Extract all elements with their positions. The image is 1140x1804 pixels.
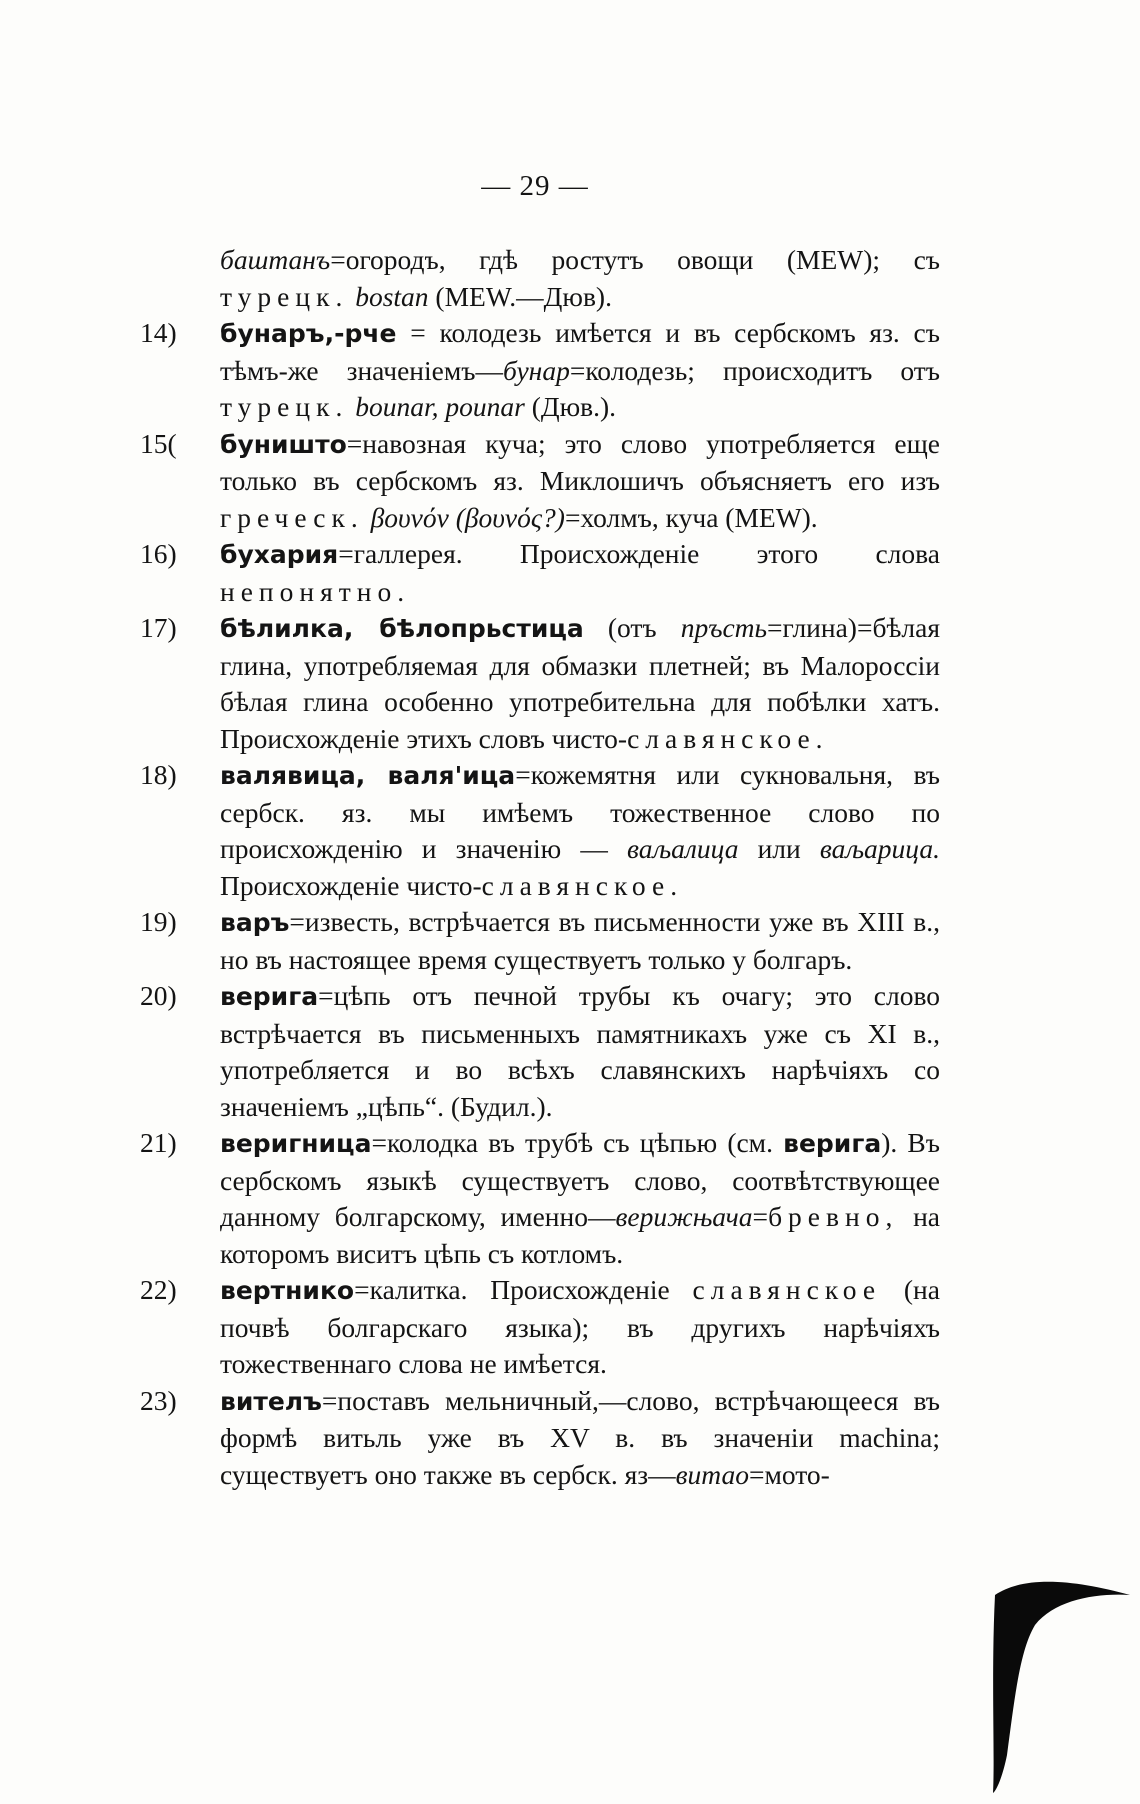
- italic-term: баштанъ: [220, 244, 331, 275]
- headword: бѣлилка, бѣлопрьстица: [220, 614, 584, 643]
- spaced-term: непонятно.: [220, 575, 411, 607]
- italic-term: пръсть: [680, 612, 768, 643]
- dictionary-text: [140, 242, 940, 1493]
- entry-text: [220, 1125, 940, 1272]
- italic-term: bostan: [355, 280, 429, 312]
- headword: вителъ: [220, 1386, 322, 1416]
- headword: верига: [220, 982, 319, 1011]
- spaced-term: славянское: [692, 1274, 882, 1305]
- entry-number: 23): [140, 1384, 177, 1416]
- text-run: (Дюв.).: [524, 391, 617, 422]
- headword: валявица, валя'ица: [220, 761, 516, 790]
- text-run: =цѣпь отъ печной трубы къ очагу; это слово встрѣчается въ письменныхъ памятникахъ уже съ XI в., употребляется и во всѣхъ славянскихъ нарѣчіяхъ со значеніемъ „цѣпь“. (Будил.).: [220, 980, 940, 1122]
- entry-number: 19): [140, 906, 177, 937]
- entry-number: 16): [140, 538, 177, 569]
- headword: бухария: [220, 540, 339, 569]
- dictionary-entry: [140, 1383, 940, 1494]
- italic-term: витао: [675, 1458, 749, 1490]
- text-run: на которомъ виситъ цѣпь съ котломъ.: [220, 1201, 940, 1269]
- continuation-text: [220, 242, 940, 315]
- italic-term: ваљарица.: [819, 833, 940, 864]
- entry-number: 14): [140, 317, 177, 348]
- text-run: =галлерея. Происхожденіе этого слова: [338, 538, 940, 569]
- spaced-term: славянское.: [627, 722, 829, 754]
- entry-text: [220, 904, 940, 978]
- dictionary-entry: [140, 610, 940, 757]
- entry-text: [220, 536, 940, 610]
- dictionary-entry: [140, 757, 940, 904]
- text-run: =колодезь; происходитъ отъ: [569, 354, 940, 386]
- headword: веригница: [220, 1129, 372, 1158]
- ink-brush-stroke-mark: [985, 1555, 1135, 1795]
- headword: верига: [783, 1129, 882, 1158]
- entry-text: [220, 757, 940, 904]
- spaced-term: славянское.: [481, 869, 684, 901]
- entry-list: [140, 315, 940, 1493]
- dictionary-entry: [140, 536, 940, 610]
- entry-number: 17): [140, 612, 177, 643]
- text-run: =: [752, 1201, 769, 1232]
- italic-term: βουνόν (βουνός?): [370, 501, 565, 533]
- entry-number: 18): [140, 759, 177, 790]
- dictionary-entry: [140, 426, 940, 537]
- headword: вертнико: [220, 1276, 355, 1305]
- text-run: (отъ: [583, 612, 681, 643]
- entry-number: 21): [140, 1127, 177, 1158]
- text-run: =огородъ, гдѣ ростутъ овощи (MEW); съ: [330, 244, 940, 275]
- text-run: (MEW.—Дюв).: [428, 280, 612, 312]
- text-run: =глина)=бѣлая глина, употребляемая для обмазки плетней; въ Малороссіи бѣлая глина особенно употребительна для побѣлки хатъ. Происхожденіе этихъ словъ чисто-: [220, 612, 940, 754]
- spaced-term: турецк.: [220, 280, 349, 312]
- entry-text: [220, 978, 940, 1125]
- text-run: =известь, встрѣчается въ письменности уже въ XIII в., но въ настоящее время существуетъ только у болгаръ.: [220, 906, 940, 975]
- entry-text: [220, 315, 940, 426]
- italic-term: верижњача: [615, 1201, 753, 1232]
- text-run: или: [738, 833, 820, 864]
- spaced-term: турецк.: [220, 391, 349, 422]
- headword: бунаръ,-рче: [220, 319, 397, 348]
- spaced-term: греческ.: [220, 501, 364, 533]
- continuation-paragraph: [140, 242, 940, 315]
- italic-term: бунар: [503, 354, 570, 386]
- entry-text: [220, 610, 940, 757]
- dictionary-entry: [140, 978, 940, 1125]
- page-number: — 29 —: [481, 170, 589, 202]
- entry-text: [220, 1272, 940, 1383]
- dictionary-entry: [140, 1272, 940, 1383]
- text-run: (на почвѣ болгарскаго языка); въ другихъ нарѣчіяхъ тожественнаго слова не имѣется.: [220, 1274, 940, 1379]
- text-run: = колодезь имѣется и въ сербскомъ яз. съ тѣмъ-же значеніемъ—: [220, 317, 940, 386]
- dictionary-entry: [140, 904, 940, 978]
- italic-term: ваљалица: [626, 833, 739, 864]
- spaced-term: бревно,: [768, 1201, 899, 1232]
- italic-term: bounar, pounar: [355, 391, 525, 422]
- dictionary-entry: [140, 1125, 940, 1272]
- entry-number: 20): [140, 980, 177, 1011]
- entry-text: [220, 1383, 940, 1494]
- entry-number: 15(: [140, 427, 177, 459]
- entry-number: 22): [140, 1274, 177, 1305]
- headword: варъ: [220, 908, 290, 937]
- text-run: ). Въ сербскомъ языкѣ существуетъ слово, соотвѣтствующее данному болгарскому, именно—: [220, 1127, 940, 1232]
- text-run: =колодка въ трубѣ съ цѣпью (см.: [371, 1127, 784, 1158]
- text-run: Происхожденіе чисто-: [220, 869, 482, 901]
- text-run: =навозная куча; это слово употребляется еще только въ сербскомъ яз. Миклошичъ объясняетъ его изъ: [220, 427, 940, 496]
- text-run: [364, 502, 371, 533]
- entry-text: [220, 426, 940, 537]
- text-run: =кожемятня или сукновальня, въ сербск. яз. мы имѣемъ тожественное слово по происхожденію и значенію —: [220, 759, 940, 864]
- headword: буништо: [220, 429, 347, 459]
- dictionary-entry: [140, 315, 940, 426]
- text-run: =поставъ мельничный,—слово, встрѣчающееся въ формѣ витьль уже въ XV в. въ значеніи machina; существуетъ оно также въ сербск. яз—: [220, 1384, 940, 1490]
- text-run: =мото-: [748, 1458, 830, 1490]
- text-run: =калитка. Происхожденіе: [354, 1274, 693, 1305]
- text-run: =холмъ, куча (MEW).: [564, 501, 818, 533]
